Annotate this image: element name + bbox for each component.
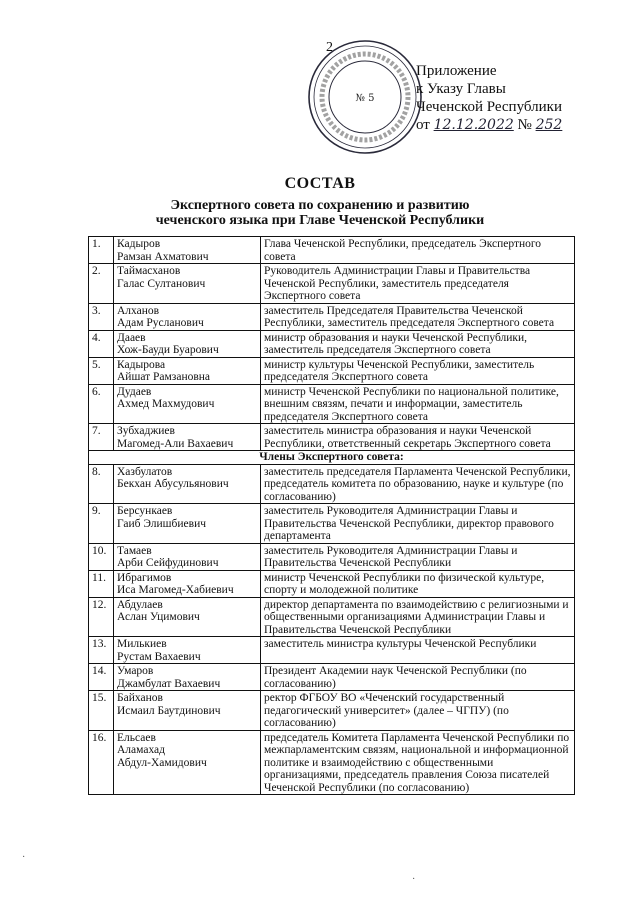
member-role: заместитель министра культуры Чеченской Республики: [261, 637, 575, 664]
member-role: заместитель председателя Парламента Чеченской Республики, председатель комитета по образованию, науке и культуре (по согласованию): [261, 464, 575, 504]
table-row: [89, 730, 575, 795]
member-name: [114, 504, 261, 544]
member-surname: Милькиев: [117, 638, 167, 650]
member-role: министр культуры Чеченской Республики, заместитель председателя Экспертного совета: [261, 357, 575, 384]
section-header-row: [89, 451, 575, 465]
member-surname: Абдулаев: [117, 598, 163, 611]
member-given-names: Магомед-Али Вахаевич: [117, 437, 234, 450]
member-name: [114, 664, 261, 691]
member-name: [114, 597, 261, 637]
member-role: заместитель Председателя Правительства Чеченской Республики, заместитель председателя Экспертного совета: [261, 303, 575, 330]
member-name: [114, 730, 261, 795]
row-number: 15.: [89, 691, 114, 731]
table-row: [89, 303, 575, 330]
table-row: [89, 424, 575, 451]
table-row: [89, 384, 575, 424]
scan-speck: ·: [412, 874, 416, 885]
member-surname: Зубхаджиев: [117, 425, 175, 437]
member-role: министр Чеченской Республики по национальной политике, внешним связям, печати и информации, заместитель председателя Экспертного совета: [261, 384, 575, 424]
appendix-line-1: Приложение: [416, 63, 497, 79]
row-number: 2.: [89, 264, 114, 304]
row-number: 1.: [89, 237, 114, 264]
row-number: 3.: [89, 303, 114, 330]
member-given-names: Исмаил Баутдинович: [117, 704, 221, 717]
member-role: министр Чеченской Республики по физической культуре, спорту и молодежной политике: [261, 570, 575, 597]
row-number: 7.: [89, 424, 114, 451]
member-given-names: Иса Магомед-Хабиевич: [117, 584, 234, 596]
member-role: Президент Академии наук Чеченской Республики (по согласованию): [261, 664, 575, 691]
member-given-names: Гаиб Элишбиевич: [117, 517, 207, 530]
table-row: [89, 570, 575, 597]
member-surname: Таймасханов: [117, 265, 181, 277]
members-section: [89, 451, 575, 465]
member-given-names: Рамзан Ахматович: [117, 250, 209, 263]
member-role: заместитель министра образования и науки Чеченской Республики, ответственный секретарь Экспертного совета: [261, 424, 575, 451]
member-given-names: Ахмед Махмудович: [117, 398, 215, 410]
row-number: 8.: [89, 464, 114, 504]
member-rows: [89, 464, 575, 795]
row-number: 13.: [89, 637, 114, 664]
member-given-names: Хож-Бауди Буарович: [117, 344, 219, 356]
date-prefix: от: [416, 117, 430, 133]
page-number: 2: [326, 40, 333, 55]
row-number: 14.: [89, 664, 114, 691]
member-role: Глава Чеченской Республики, председатель Экспертного совета: [261, 237, 575, 264]
member-name: [114, 237, 261, 264]
row-number: 6.: [89, 384, 114, 424]
member-role: заместитель Руководителя Администрации Главы и Правительства Чеченской Республики: [261, 543, 575, 570]
row-number: 11.: [89, 570, 114, 597]
member-role: председатель Комитета Парламента Чеченской Республики по межпарламентским связям, национальной и информационной политике и взаимодействию с общественными организациями, председатель правления Союза писателей Чеченской Республики (по согласованию): [261, 730, 575, 795]
table-row: [89, 664, 575, 691]
member-name: [114, 303, 261, 330]
member-given-names: Айшат Рамзановна: [117, 371, 211, 383]
member-surname: Умаров: [117, 665, 154, 677]
decree-date: 12.12.2022: [433, 117, 514, 133]
table-row: [89, 504, 575, 544]
document-title: СОСТАВ: [284, 175, 356, 192]
table-row: [89, 464, 575, 504]
appendix-line-3: Чеченской Республики: [416, 99, 562, 115]
member-given-names: Рустам Вахаевич: [117, 650, 201, 663]
table-row: [89, 637, 575, 664]
document-subtitle: [0, 198, 640, 228]
table-row: [89, 264, 575, 304]
member-given-names: Аслан Уцимович: [117, 611, 200, 623]
member-name: [114, 570, 261, 597]
member-surname: Кадырова: [117, 358, 166, 371]
member-surname: Байханов: [117, 692, 163, 704]
member-given-names: Бекхан Абусульянович: [117, 478, 229, 490]
scan-speck: ·: [22, 852, 26, 863]
member-surname: Ельсаев: [117, 731, 156, 744]
member-given-names: Адам Русланович: [117, 317, 204, 329]
number-prefix: №: [517, 117, 532, 133]
appendix-line-2: к Указу Главы: [416, 81, 506, 97]
member-name: [114, 264, 261, 304]
member-name: [114, 330, 261, 357]
member-surname: Ибрагимов: [117, 571, 172, 584]
member-given-names: Галас Султанович: [117, 277, 206, 290]
member-role: Руководитель Администрации Главы и Правительства Чеченской Республики, заместитель председателя Экспертного совета: [261, 264, 575, 304]
member-name: [114, 691, 261, 731]
member-name: [114, 357, 261, 384]
leadership-rows: [89, 237, 575, 451]
member-surname: Кадыров: [117, 238, 161, 250]
table-row: [89, 597, 575, 637]
council-members-table: [88, 236, 575, 795]
decree-number: 252: [535, 117, 563, 133]
row-number: 10.: [89, 543, 114, 570]
table-row: [89, 691, 575, 731]
row-number: 5.: [89, 357, 114, 384]
appendix-block: [416, 62, 562, 134]
member-role: директор департамента по взаимодействию с религиозными и общественными организациями Администрации Главы и Правительства Чеченской Республики: [261, 597, 575, 637]
member-name: [114, 637, 261, 664]
row-number: 9.: [89, 504, 114, 544]
member-surname: Дааев: [117, 331, 146, 344]
member-patronymic: Абдул-Хамидович: [117, 756, 207, 769]
member-name: [114, 384, 261, 424]
member-role: ректор ФГБОУ ВО «Чеченский государственный педагогический университет» (далее – ЧГПУ) (по согласованию): [261, 691, 575, 731]
official-seal-stamp: [306, 38, 424, 156]
member-role: министр образования и науки Чеченской Республики, заместитель председателя Экспертного совета: [261, 330, 575, 357]
table-row: [89, 237, 575, 264]
member-surname: Дудаев: [117, 385, 152, 398]
member-given-names: Арби Сейфудинович: [117, 557, 219, 569]
appendix-date-line: [416, 116, 562, 134]
member-surname: Алханов: [117, 304, 160, 317]
member-surname: Берсункаев: [117, 505, 173, 517]
table-row: [89, 543, 575, 570]
member-role: заместитель Руководителя Администрации Главы и Правительства Чеченской Республики, директор правового департамента: [261, 504, 575, 544]
row-number: 4.: [89, 330, 114, 357]
section-header-members: Члены Экспертного совета:: [89, 451, 575, 465]
subtitle-line-2: чеченского языка при Главе Чеченской Республики: [155, 213, 485, 228]
table-row: [89, 330, 575, 357]
member-surname: Хазбулатов: [117, 465, 173, 478]
member-surname: Тамаев: [117, 544, 152, 557]
member-name: [114, 543, 261, 570]
row-number: 12.: [89, 597, 114, 637]
member-given-names: Джамбулат Вахаевич: [117, 677, 221, 690]
member-name: [114, 424, 261, 451]
row-number: 16.: [89, 730, 114, 795]
table-row: [89, 357, 575, 384]
subtitle-line-1: Экспертного совета по сохранению и развитию: [170, 198, 470, 213]
member-given-names: Аламахад: [117, 744, 166, 756]
seal-number: № 5: [355, 93, 375, 104]
member-name: [114, 464, 261, 504]
